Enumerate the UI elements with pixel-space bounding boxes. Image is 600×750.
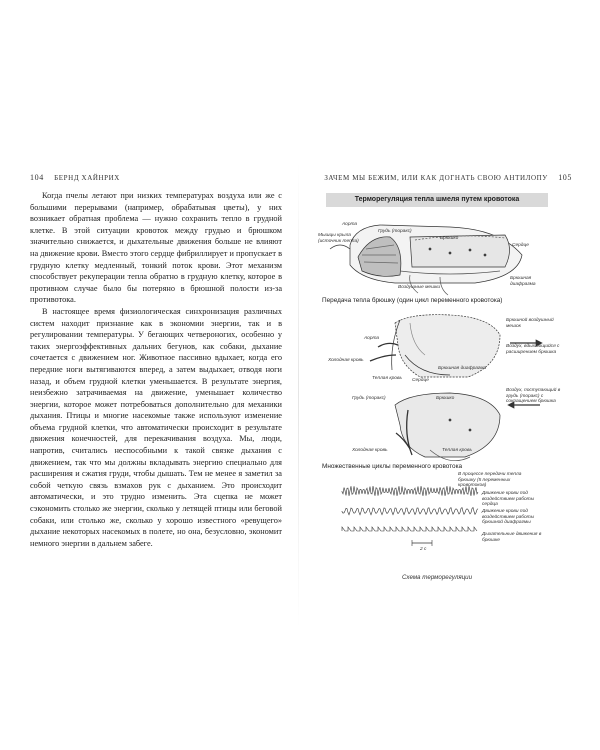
breathing-wave — [342, 527, 477, 531]
right-running-title: ЗАЧЕМ МЫ БЕЖИМ, ИЛИ КАК ДОГНАТЬ СВОЮ АНТИЛОПУ — [324, 174, 548, 182]
left-page-number: 104 — [30, 173, 44, 182]
right-page-number: 105 — [558, 173, 572, 182]
label-blood-heart: Движение крови под воздействием работы сердца — [482, 491, 535, 508]
label-warm-blood-2: Теплая кровь — [442, 448, 472, 453]
left-running-title: БЕРНД ХАЙНРИХ — [54, 174, 120, 182]
figure-title: Терморегуляция тепла шмеля путем кровотока — [326, 193, 548, 207]
panel4-waveforms — [342, 486, 478, 546]
label-air-out: Воздух, вдыхающийся с расширением брюшка — [506, 344, 560, 355]
label-aorta-2: Аорта — [364, 336, 380, 341]
label-cold-blood-2: Холодная кровь — [352, 448, 388, 453]
label-cold-blood: Холодная кровь — [328, 358, 364, 363]
book-gutter — [298, 160, 299, 630]
label-muscles: Мышцы крыла (источник тепла) — [318, 233, 359, 244]
label-abdominal-air-sac: Брюшной воздушный мешок — [506, 318, 554, 329]
label-in-process: В процессе передачи тепла брюшку (5 переменных кровотоков) — [458, 472, 522, 489]
label-thorax: Грудь (торакс) — [378, 229, 412, 234]
label-breathing: Дыхательные движения в брюшке — [482, 532, 542, 543]
label-blood-diaphragm: Движение крови под воздействием работы брюшной диафрагмы — [482, 509, 535, 526]
label-diaphragm: Брюшная диафрагма — [510, 276, 536, 287]
label-abdominal-diaphragm: Брюшная диафрагма — [438, 366, 487, 371]
diaphragm-blood-wave — [342, 508, 478, 515]
panel2-title: Передача тепла брюшку (один цикл переменного кровотока) — [322, 297, 503, 304]
figure-caption: Схема терморегуляции — [401, 574, 473, 581]
label-aorta: Аорта — [342, 222, 358, 227]
label-warm-blood: Теплая кровь — [372, 376, 402, 381]
paragraph: В настоящее время физиологическая синхронизация различных систем находит признание как в экономии энергии, так и в регулировании температуры. У бегающих четвероногих, особенно у таких энергоэффективных дальних бегунов, как собаки, дыхание сочетается с движением ног. Животное пассивно вдыхает, когда его передние ноги вытягиваются вперед, а затем выдыхает, отводя ноги назад, и объем грудной клетки уменьшается. В результате энергия, неизбежно затрачиваемая на движение, уменьшает количество энергии, которое может потребоваться дополнительно для механики дыхания. Птицы и многие насекомые также используют изменение объема грудной клетки, что автоматически происходит в результате движения конечностей, для перекачивания воздуха. Мы, люди, напротив, считались неспособными к такой связке дыхания с движением, так что мы должны вкладывать энергию специально для расширения и сжатия груди, чтобы дышать. Тем не менее я заметил за собой четкую связь взмахов рук с дыханием. Это происходит автоматически, и это трудно изменить. Эта сцепка не может сэкономить столько же энергии, сколько у летящей птицы или беговой собаки, или столько же, сколько у хорошо известного «ревущего» дыхание некоторых насекомых в полете, но она, безусловно, экономит немного энергии в дальнем забеге. — [30, 306, 282, 548]
left-page-body — [30, 190, 282, 549]
label-heart-2: Сердце — [412, 378, 429, 383]
left-running-head — [30, 173, 120, 182]
label-heart: Сердце — [512, 243, 529, 248]
right-running-head — [324, 173, 572, 182]
label-air-in: Воздух, поступающий в грудь (торакс) с сокращением брюшка — [506, 388, 561, 405]
panel4-title: Множественные циклы переменного кровотока — [322, 463, 463, 470]
label-abdomen: Брюшко — [440, 236, 459, 241]
paragraph: Когда пчелы летают при низких температурах воздуха или же с большими перерывами (например, обрабатывая цветы), у них возникает обратная проблема — нужно сохранить тепло в грудной клетке. В этой ситуации кровоток между грудью и брюшком значительно снижается, и дыхательные движения больше не влияют на движение крови. Вместо этого сердце фибриллирует и пропускает в грудную клетку медленный, тонкий поток крови. Этот механизм способствует рекуперации тепла обратно в грудную клетку, которое в противном случае было бы потеряно в брюшной полости из-за противотока. — [30, 191, 282, 305]
label-time-2s: 2 с — [420, 547, 427, 552]
label-air-sacs: Воздушные мешки — [398, 285, 441, 290]
label-abdomen-2: Брюшко — [436, 396, 455, 401]
label-thorax-2: Грудь (торакс) — [352, 396, 386, 401]
